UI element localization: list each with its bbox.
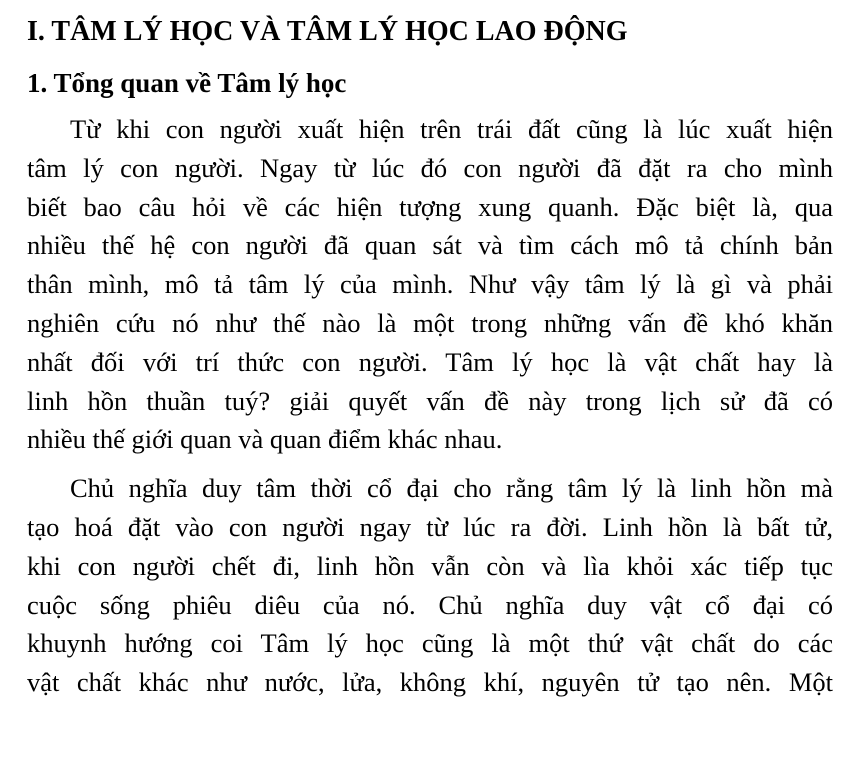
section-heading: 1. Tổng quan về Tâm lý học	[27, 68, 347, 98]
paragraph-line: nhiều thế hệ con người đã quan sát và tìm cách mô tả chính bản	[27, 230, 833, 261]
paragraph-line: khuynh hướng coi Tâm lý học cũng là một thứ vật chất do các	[27, 628, 833, 659]
paragraph-line: nhất đối với trí thức con người. Tâm lý học là vật chất hay là	[27, 346, 833, 377]
paragraph-line: linh hồn thuần tuý? giải quyết vấn đề này trong lịch sử đã có	[27, 385, 833, 416]
paragraph-line: Chủ nghĩa duy tâm thời cổ đại cho rằng tâm lý là linh hồn mà	[70, 473, 833, 504]
paragraph-line: cuộc sống phiêu diêu của nó. Chủ nghĩa duy vật cổ đại có	[27, 589, 833, 620]
paragraph-line: khi con người chết đi, linh hồn vẫn còn và lìa khỏi xác tiếp tục	[27, 550, 833, 581]
paragraph-line: nhiều thế giới quan và quan điểm khác nhau.	[27, 424, 503, 455]
paragraph-2	[27, 469, 833, 702]
paragraph-line: nghiên cứu nó như thế nào là một trong những vấn đề khó khăn	[27, 307, 833, 338]
paragraph-line: biết bao câu hỏi về các hiện tượng xung quanh. Đặc biệt là, qua	[27, 191, 833, 222]
paragraph-line: vật chất khác như nước, lửa, không khí, nguyên tử tạo nên. Một	[27, 667, 833, 698]
paragraph-line: tâm lý con người. Ngay từ lúc đó con người đã đặt ra cho mình	[27, 152, 833, 183]
chapter-heading: I. TÂM LÝ HỌC VÀ TÂM LÝ HỌC LAO ĐỘNG	[27, 16, 628, 47]
paragraph-line: Từ khi con người xuất hiện trên trái đất cũng là lúc xuất hiện	[70, 114, 833, 144]
paragraph-line: tạo hoá đặt vào con người ngay từ lúc ra đời. Linh hồn là bất tử,	[27, 511, 833, 542]
paragraph-line: thân mình, mô tả tâm lý của mình. Như vậy tâm lý là gì và phải	[27, 269, 833, 300]
paragraph-1	[27, 110, 833, 459]
